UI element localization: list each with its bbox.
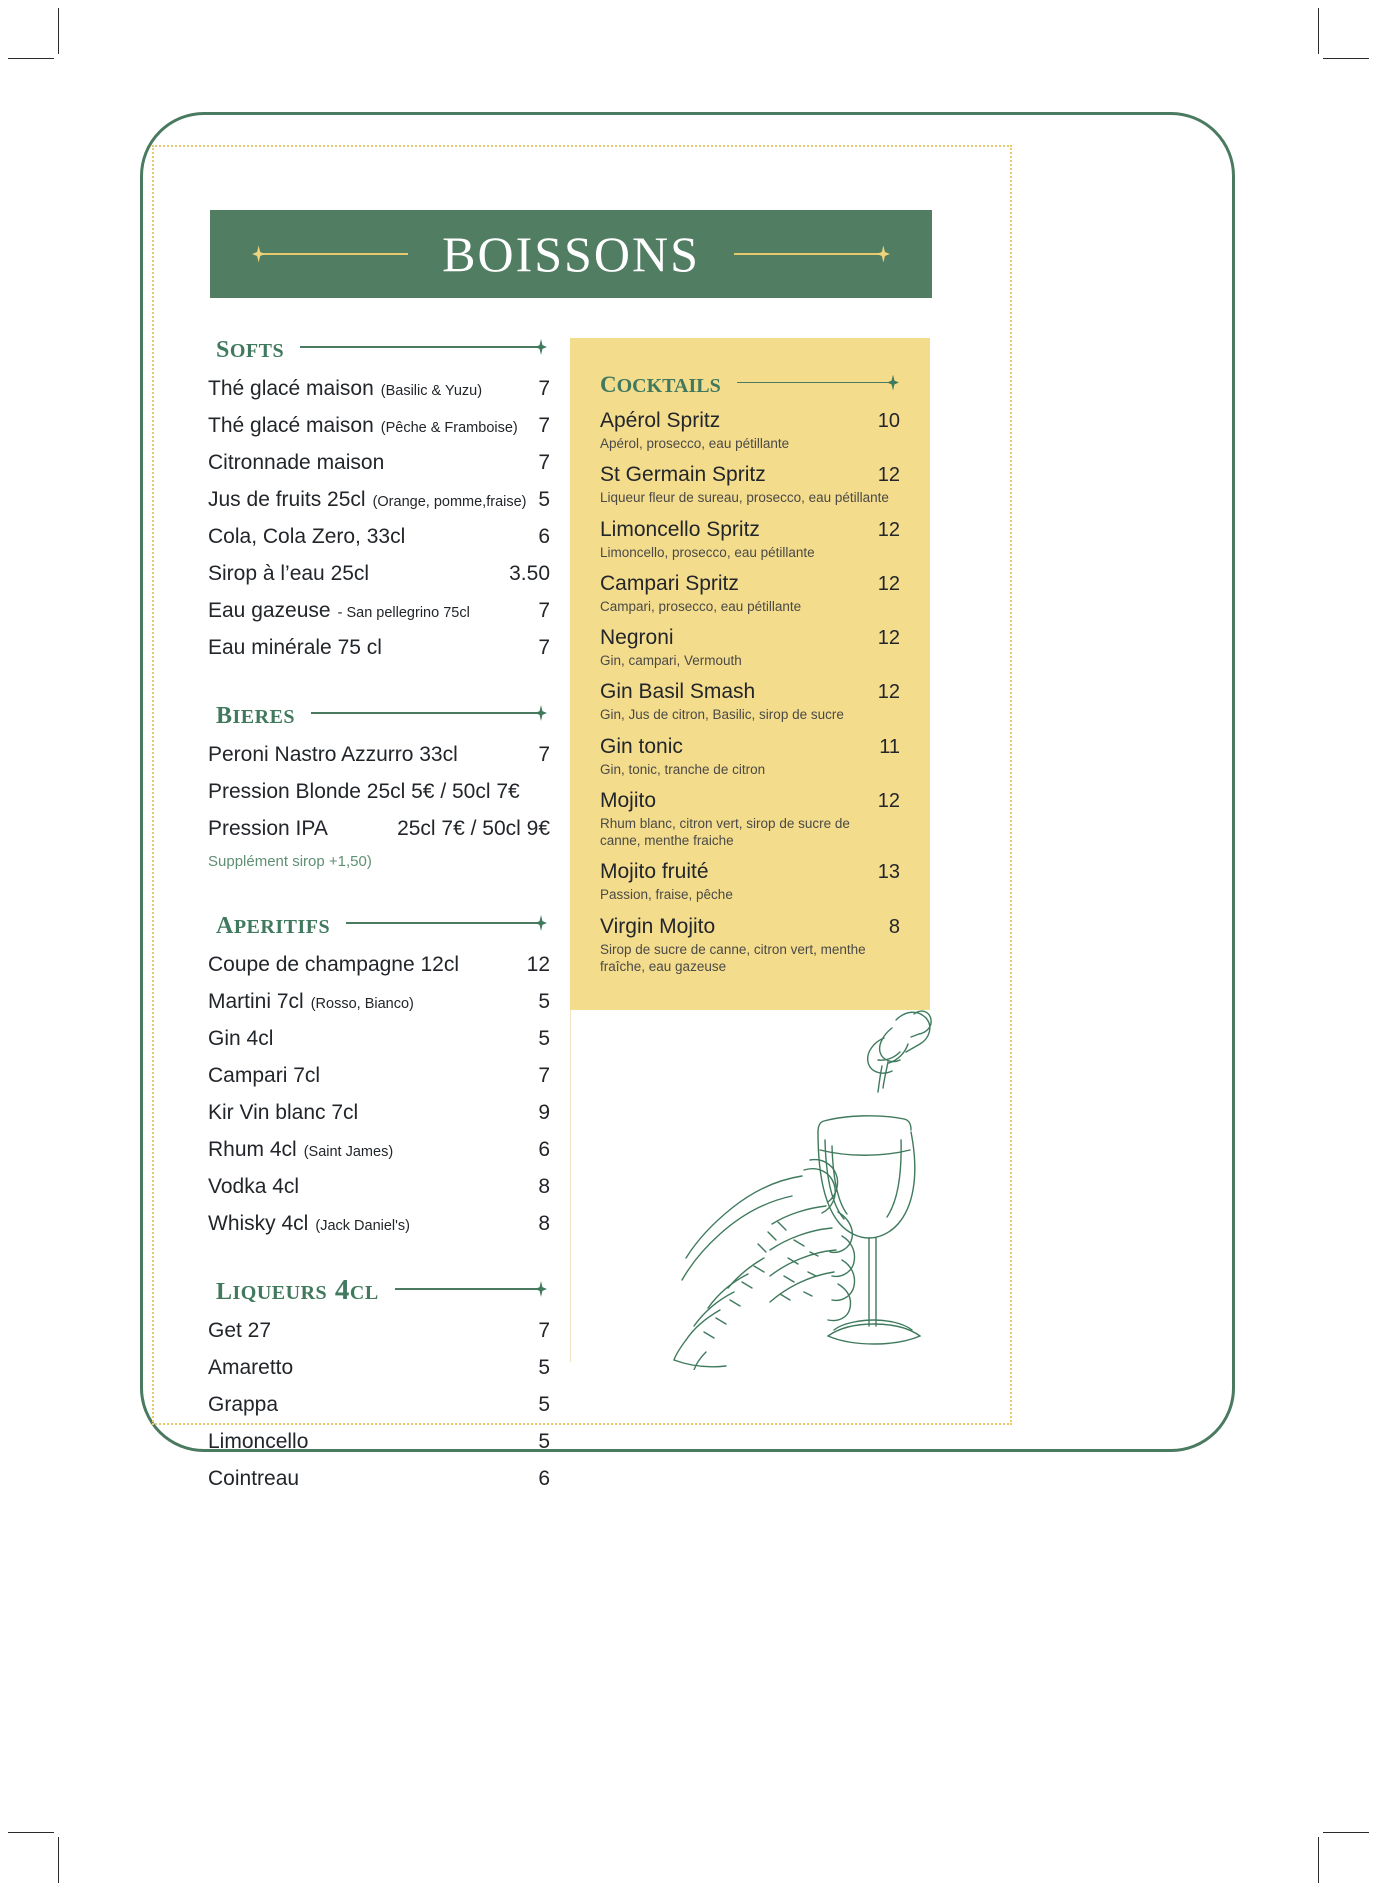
section-rule-aperitifs	[346, 922, 540, 924]
cocktail-price: 11	[879, 735, 900, 758]
cocktail-name: Negroni	[600, 626, 674, 650]
cocktail-price: 12	[877, 789, 900, 812]
cocktail-price: 10	[877, 410, 900, 432]
item-subtitle: (Basilic & Yuzu)	[380, 383, 483, 399]
menu-row	[208, 407, 550, 444]
item-price: 5	[538, 1356, 550, 1379]
sparkle-icon-left	[252, 246, 265, 263]
item-name: Sirop à l’eau 25cl	[208, 562, 370, 585]
bieres-list	[208, 736, 550, 847]
cocktail-description: Liqueur fleur de sureau, prosecco, eau pétillante	[600, 490, 889, 506]
item-price: 6	[538, 1467, 550, 1490]
cocktail-name: Campari Spritz	[600, 571, 739, 595]
cocktail-description: Apérol, prosecco, eau pétillante	[600, 436, 790, 451]
menu-row	[208, 481, 550, 518]
panel-divider	[570, 1010, 571, 1362]
item-name: Gin 4cl	[208, 1027, 274, 1050]
menu-row	[208, 1460, 550, 1497]
cocktail-item	[600, 626, 900, 669]
menu-row	[208, 1349, 550, 1386]
menu-row	[208, 518, 550, 555]
section-rule-cocktails	[737, 382, 892, 384]
item-name: Cointreau	[208, 1467, 300, 1490]
cocktail-description: Limoncello, prosecco, eau pétillante	[600, 544, 815, 560]
cocktail-item	[600, 680, 900, 723]
cocktail-item	[600, 915, 900, 976]
section-rule-liqueurs	[395, 1288, 540, 1290]
section-rule-bieres	[311, 712, 540, 714]
cocktail-description: Sirop de sucre de canne, citron vert, menthe fraîche, eau gazeuse	[600, 941, 866, 974]
sparkle-icon-right	[877, 246, 890, 263]
cocktail-title-line	[600, 735, 900, 759]
cocktail-name: Virgin Mojito	[600, 914, 716, 938]
menu-row	[208, 1057, 550, 1094]
cocktail-price: 8	[888, 915, 900, 938]
hand-holding-wine-glass-with-pouring-bottle-icon	[596, 1000, 936, 1370]
sparkle-icon-softs	[535, 339, 547, 355]
menu-row	[208, 1423, 550, 1460]
cocktails-list	[600, 409, 900, 975]
menu-row	[208, 810, 550, 847]
banner-rule-left	[258, 253, 408, 255]
cocktail-description: Rhum blanc, citron vert, sirop de sucre de canne, menthe fraiche	[600, 815, 850, 849]
cocktail-description: Gin, Jus de citron, Basilic, sirop de sucre	[600, 707, 844, 723]
sparkle-icon-cocktails	[887, 375, 899, 391]
cocktail-name: Mojito fruité	[600, 860, 709, 884]
menu-row	[208, 1020, 550, 1057]
cocktail-price: 13	[877, 861, 900, 884]
menu-row	[208, 1168, 550, 1205]
crop-mark-tr-h	[1323, 58, 1369, 59]
section-rule-softs	[300, 346, 540, 348]
cocktail-price: 12	[877, 464, 900, 487]
item-name: Eau gazeuse	[208, 599, 331, 622]
item-subtitle: - San pellegrino 75cl	[337, 605, 470, 621]
sparkle-icon-aperitifs	[535, 915, 547, 931]
left-column	[208, 330, 550, 1497]
crop-mark-tl-h	[8, 58, 54, 59]
cocktail-item	[600, 789, 900, 850]
cocktail-price: 12	[877, 518, 900, 541]
item-name: Get 27	[208, 1319, 272, 1342]
cocktail-description: Gin, tonic, tranche de citron	[600, 761, 766, 777]
item-price: 7	[538, 377, 550, 400]
item-price: 5	[538, 488, 550, 511]
cocktail-name: St Germain Spritz	[600, 463, 766, 487]
item-subtitle: (Jack Daniel's)	[315, 1218, 410, 1234]
crop-mark-br-v	[1318, 1837, 1319, 1883]
item-name: Vodka 4cl	[208, 1175, 300, 1198]
item-name: Kir Vin blanc 7cl	[208, 1101, 359, 1124]
section-header-aperitifs	[208, 906, 550, 940]
item-price: 5	[538, 1027, 550, 1050]
item-name: Coupe de champagne 12cl	[208, 953, 460, 976]
item-name: Thé glacé maison	[208, 377, 374, 400]
softs-list	[208, 370, 550, 666]
cocktail-title-line	[600, 915, 900, 939]
cocktail-description: Passion, fraise, pêche	[600, 887, 733, 903]
item-price: 5	[538, 990, 550, 1013]
sparkle-icon-bieres	[535, 705, 547, 721]
aperitifs-list	[208, 946, 550, 1242]
cocktail-item	[600, 463, 900, 506]
liqueurs-list	[208, 1312, 550, 1497]
menu-row	[208, 1205, 550, 1242]
section-header-softs	[208, 330, 550, 364]
cocktail-price: 12	[877, 572, 900, 595]
item-name: Cola, Cola Zero, 33cl	[208, 525, 406, 548]
section-title-bieres: bieres	[216, 694, 296, 731]
section-title-softs: softs	[216, 328, 285, 365]
menu-row	[208, 1312, 550, 1349]
item-price: 5	[538, 1430, 550, 1453]
cocktail-title-line	[600, 518, 900, 542]
item-name: Jus de fruits 25cl	[208, 488, 366, 511]
item-subtitle: (Orange, pomme,fraise)	[372, 494, 527, 510]
crop-mark-tl-v	[58, 8, 59, 54]
section-header-bieres	[208, 696, 550, 730]
crop-mark-tr-v	[1318, 8, 1319, 54]
cocktail-price: 12	[877, 681, 900, 704]
item-name: Eau minérale 75 cl	[208, 636, 382, 659]
page-title: BOISSONS	[442, 226, 700, 282]
item-price: 7	[538, 451, 550, 474]
item-price: 5	[538, 1393, 550, 1416]
item-price: 7	[538, 1319, 550, 1342]
item-name: Pression IPA	[208, 817, 328, 840]
item-name: Pression Blonde 25cl 5€ / 50cl 7€	[208, 780, 520, 803]
section-header-cocktails	[600, 366, 900, 399]
item-price: 25cl 7€ / 50cl 9€	[397, 817, 550, 840]
menu-row	[208, 1386, 550, 1423]
item-price: 9	[538, 1101, 550, 1124]
item-subtitle: (Rosso, Bianco)	[310, 996, 414, 1012]
cocktail-price: 12	[877, 627, 900, 650]
menu-row	[208, 1131, 550, 1168]
section-title-liqueurs: liqueurs 4cl	[216, 1270, 379, 1307]
cocktail-name: Apérol Spritz	[600, 409, 721, 432]
item-price: 6	[538, 1138, 550, 1161]
cocktail-name: Mojito	[600, 788, 657, 812]
sparkle-icon-liqueurs	[535, 1281, 547, 1297]
item-name: Limoncello	[208, 1430, 309, 1453]
item-price: 6	[538, 525, 550, 548]
item-price: 3.50	[509, 562, 550, 585]
menu-row	[208, 592, 550, 629]
cocktail-item	[600, 409, 900, 452]
item-price: 8	[538, 1175, 550, 1198]
item-price: 8	[538, 1212, 550, 1235]
menu-row	[208, 629, 550, 666]
cocktail-title-line	[600, 860, 900, 884]
cocktail-title-line	[600, 680, 900, 704]
item-price: 7	[538, 414, 550, 437]
menu-row	[208, 773, 550, 810]
banner-rule-right	[734, 253, 884, 255]
item-name: Grappa	[208, 1393, 279, 1416]
cocktail-title-line	[600, 463, 900, 487]
cocktail-title-line	[600, 409, 900, 433]
cocktail-item	[600, 572, 900, 615]
item-subtitle: (Saint James)	[303, 1144, 394, 1160]
crop-mark-bl-h	[8, 1832, 54, 1833]
item-price: 12	[526, 953, 550, 976]
item-price: 7	[538, 1064, 550, 1087]
cocktails-panel	[570, 338, 930, 1010]
section-title-aperitifs: aperitifs	[216, 904, 331, 941]
crop-mark-br-h	[1323, 1832, 1369, 1833]
menu-row	[208, 946, 550, 983]
cocktail-title-line	[600, 789, 900, 813]
item-subtitle: (Pêche & Framboise)	[380, 420, 518, 436]
cocktail-name: Gin Basil Smash	[600, 680, 756, 704]
item-name: Peroni Nastro Azzurro 33cl	[208, 743, 458, 766]
cocktail-description: Gin, campari, Vermouth	[600, 653, 742, 669]
menu-row	[208, 555, 550, 592]
cocktail-description: Campari, prosecco, eau pétillante	[600, 598, 802, 614]
menu-row	[208, 983, 550, 1020]
cocktail-name: Gin tonic	[600, 734, 683, 758]
menu-row	[208, 370, 550, 407]
item-price: 7	[538, 743, 550, 766]
bieres-note: Supplément sirop +1,50)	[208, 853, 372, 870]
item-price: 7	[538, 636, 550, 659]
cocktail-title-line	[600, 572, 900, 596]
menu-row	[208, 1094, 550, 1131]
item-name: Citronnade maison	[208, 451, 385, 474]
menu-row	[208, 444, 550, 481]
section-header-liqueurs	[208, 1272, 550, 1306]
crop-mark-bl-v	[58, 1837, 59, 1883]
cocktail-title-line	[600, 626, 900, 650]
cocktail-item	[600, 735, 900, 778]
item-name: Campari 7cl	[208, 1064, 321, 1087]
item-price: 7	[538, 599, 550, 622]
item-name: Thé glacé maison	[208, 414, 374, 437]
menu-row	[208, 736, 550, 773]
item-name: Amaretto	[208, 1356, 294, 1379]
cocktail-name: Limoncello Spritz	[600, 517, 760, 541]
cocktail-item	[600, 860, 900, 903]
item-name: Martini 7cl	[208, 990, 304, 1013]
title-banner	[210, 210, 932, 298]
cocktail-item	[600, 518, 900, 561]
item-name: Whisky 4cl	[208, 1212, 309, 1235]
section-title-cocktails: cocktails	[600, 364, 721, 400]
item-name: Rhum 4cl	[208, 1138, 297, 1161]
